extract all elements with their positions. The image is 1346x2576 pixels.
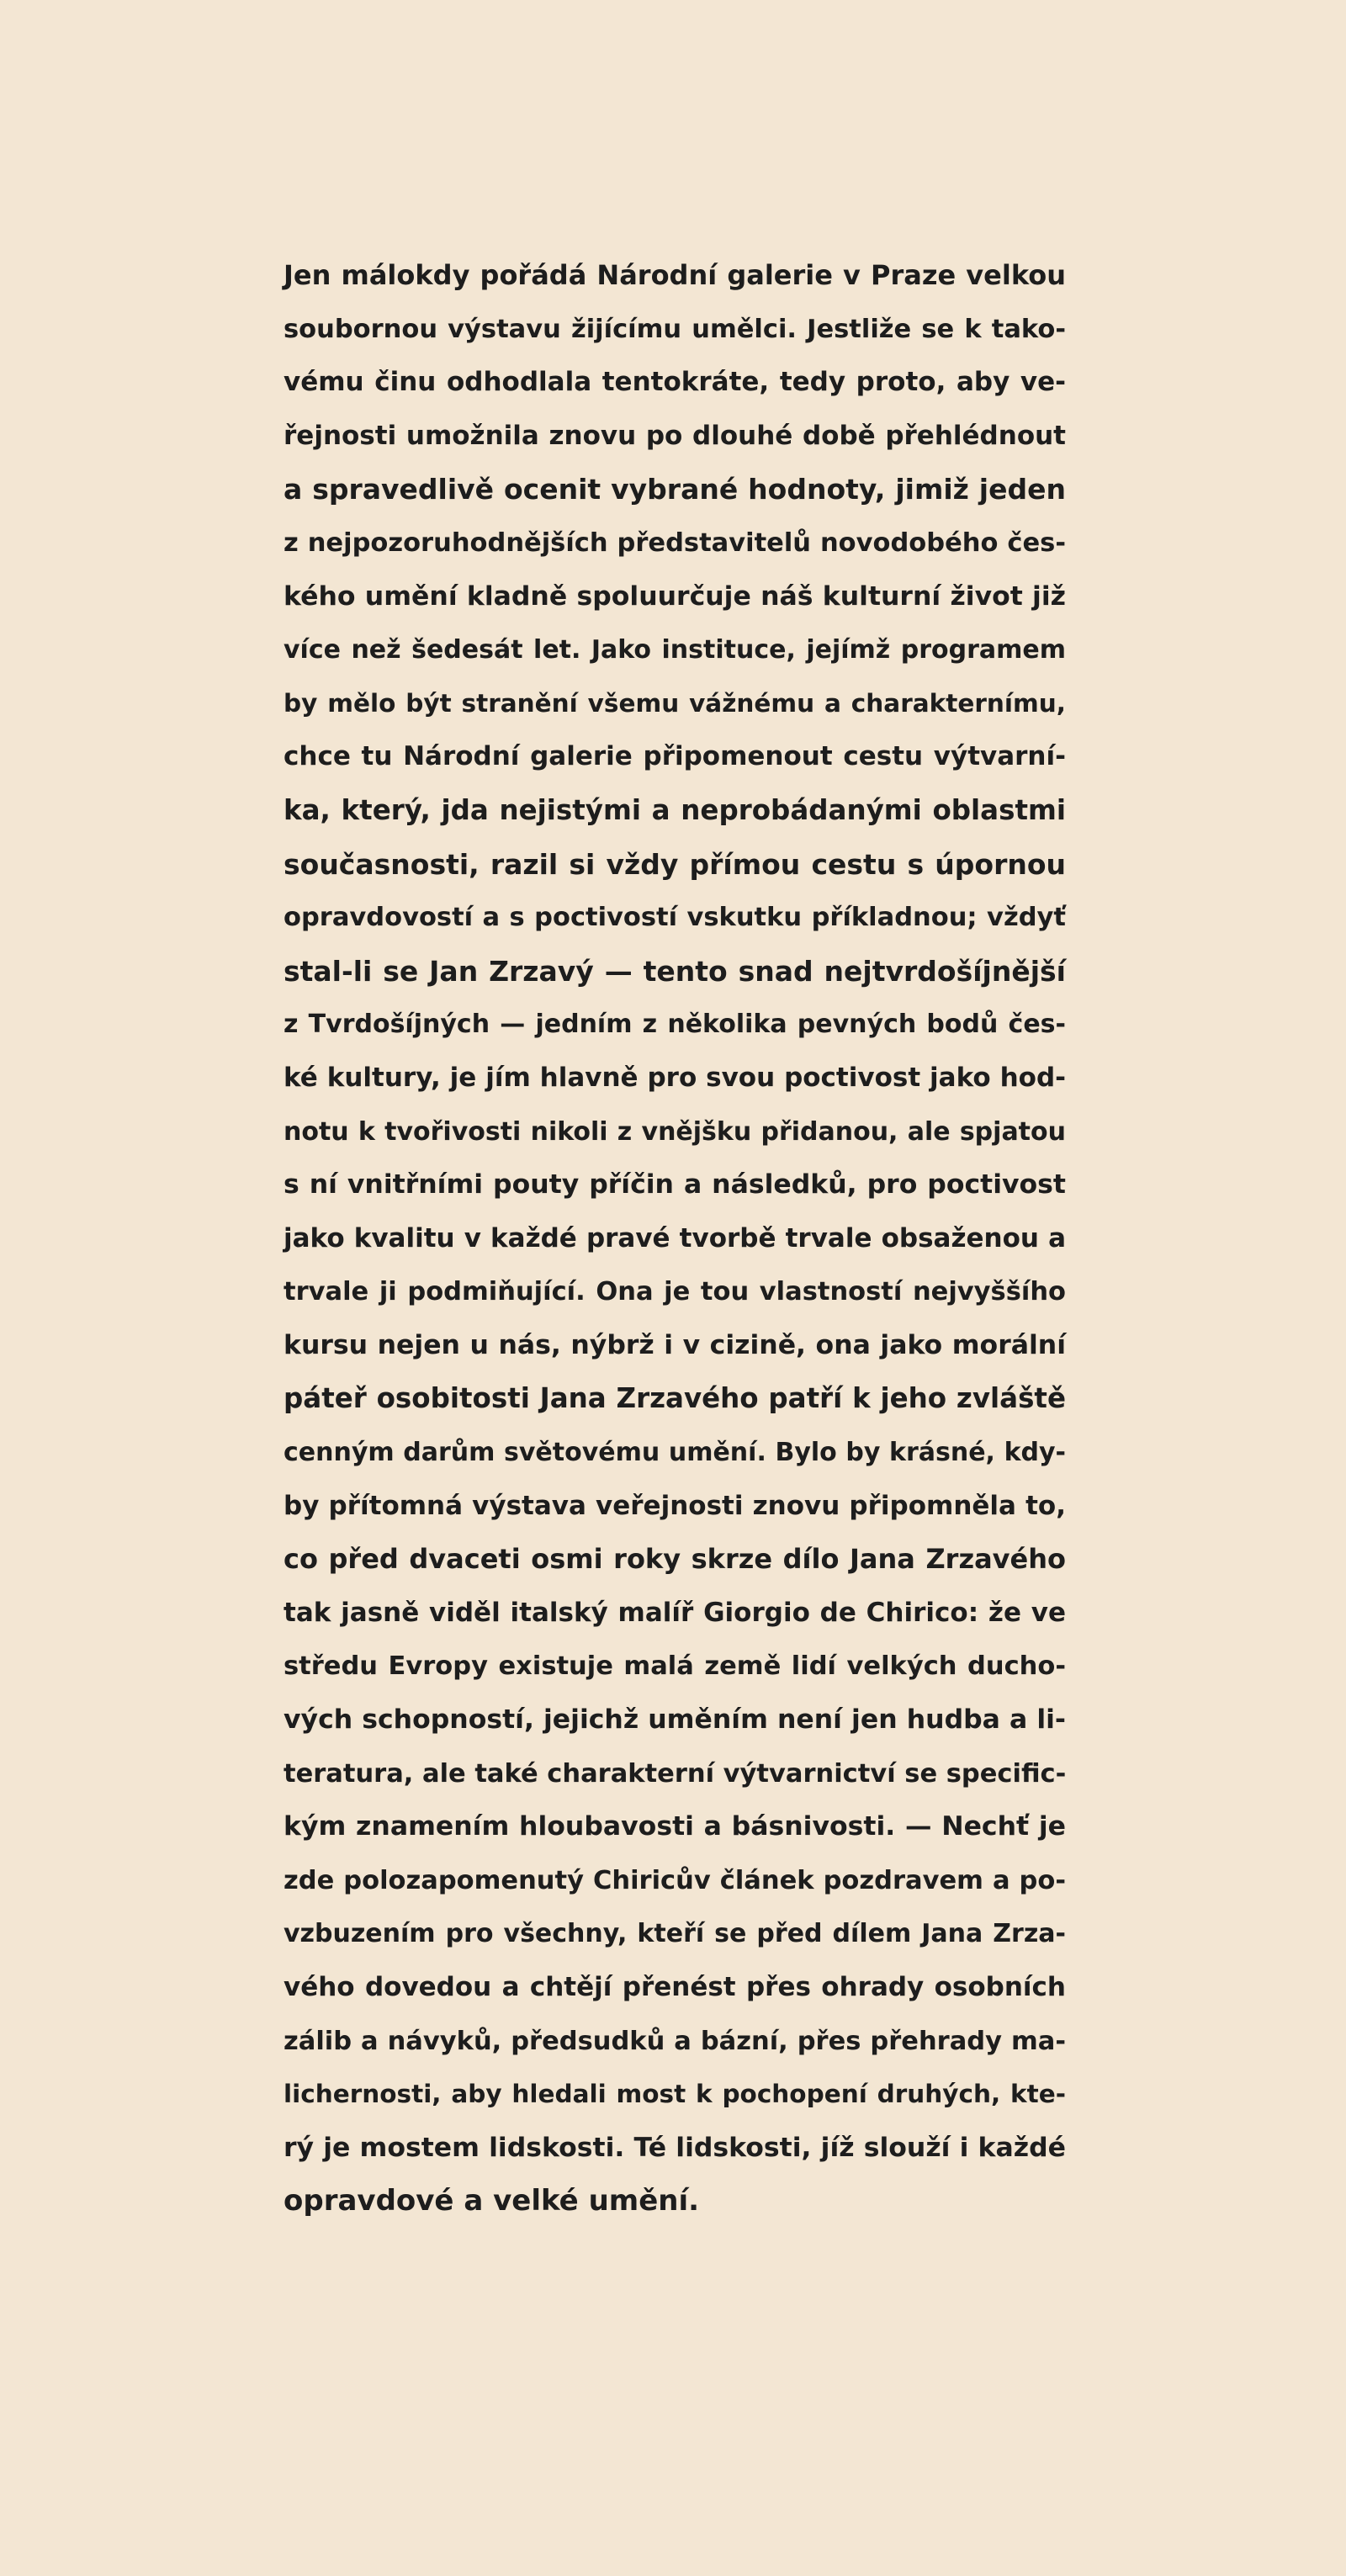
text-line: vzbuzením pro všechny, kteří se před dílem Jana Zrza- (284, 1919, 1066, 1949)
text-line: rý je mostem lidskosti. Té lidskosti, jíž slouží i každé (284, 2132, 1066, 2163)
text-line: vému činu odhodlala tentokráte, tedy proto, aby ve- (284, 367, 1066, 398)
text-line: teratura, ale také charakterní výtvarnictví se specific- (284, 1758, 1067, 1789)
text-line: zálib a návyků, předsudků a bázní, přes přehrady ma- (284, 2026, 1066, 2056)
text-line: zde polozapomenutý Chiricův článek pozdravem a po- (284, 1865, 1066, 1895)
text-line: co před dvaceti osmi roky skrze dílo Jana Zrzavého (284, 1543, 1066, 1576)
text-line: lichernosti, aby hledali most k pochopení druhých, kte- (284, 2080, 1066, 2109)
text-line: opravdovostí a s poctivostí vskutku příkladnou; vždyť (284, 903, 1066, 933)
text-line: stal-li se Jan Zrzavý — tento snad nejtvrdošíjnější (284, 954, 1066, 988)
article-text (284, 249, 1066, 2229)
text-line: z Tvrdošíjných — jedním z několika pevných bodů čes- (284, 1010, 1066, 1040)
text-line: současnosti, razil si vždy přímou cestu s úpornou (284, 847, 1066, 881)
text-line: kursu nejen u nás, nýbrž i v cizině, ona jako morální (284, 1329, 1066, 1360)
text-line: by přítomná výstava veřejnosti znovu připomněla to, (284, 1490, 1066, 1521)
text-line: více než šedesát let. Jako instituce, jejímž programem (284, 635, 1066, 665)
text-line: notu k tvořivosti nikoli z vnějšku přidanou, ale spjatou (284, 1116, 1066, 1147)
text-line: ka, který, jda nejistými a neprobádanými oblastmi (284, 793, 1066, 826)
text-line: trvale ji podmiňující. Ona je tou vlastností nejvyššího (284, 1277, 1066, 1307)
text-line: chce tu Národní galerie připomenout cestu výtvarní- (284, 741, 1066, 772)
text-line: kého umění kladně spoluurčuje náš kulturní život již (284, 580, 1066, 612)
text-line: řejnosti umožnila znovu po dlouhé době přehlédnout (284, 420, 1066, 451)
text-line: kým znamením hloubavosti a básnivosti. — Nechť je (284, 1811, 1066, 1842)
text-line-last: opravdové a velké umění. (284, 2184, 700, 2218)
text-line: Jen málokdy pořádá Národní galerie v Praze velkou (284, 259, 1066, 291)
text-line: z nejpozoruhodnějších představitelů novodobého čes- (284, 527, 1066, 558)
text-line: tak jasně viděl italský malíř Giorgio de Chirico: že ve (284, 1597, 1066, 1628)
text-line: soubornou výstavu žijícímu umělci. Jestliže se k tako- (284, 314, 1066, 344)
text-line: s ní vnitřními pouty příčin a následků, pro poctivost (284, 1169, 1066, 1201)
text-line: vých schopností, jejichž uměním není jen hudba a li- (284, 1704, 1066, 1736)
text-line: páteř osobitosti Jana Zrzavého patří k jeho zvláště (284, 1382, 1066, 1415)
text-line: a spravedlivě ocenit vybrané hodnoty, jimiž jeden (284, 473, 1066, 506)
text-line: ké kultury, je jím hlavně pro svou poctivost jako hod- (284, 1062, 1066, 1093)
text-line: by mělo být stranění všemu vážnému a charakternímu, (284, 688, 1066, 718)
text-line: středu Evropy existuje malá země lidí velkých ducho- (284, 1651, 1066, 1682)
text-line: jako kvalitu v každé pravé tvorbě trvale obsaženou a (284, 1222, 1066, 1254)
text-line: vého dovedou a chtějí přenést přes ohrady osobních (284, 1972, 1066, 2002)
text-line: cenným darům světovému umění. Bylo by krásné, kdy- (284, 1438, 1066, 1468)
